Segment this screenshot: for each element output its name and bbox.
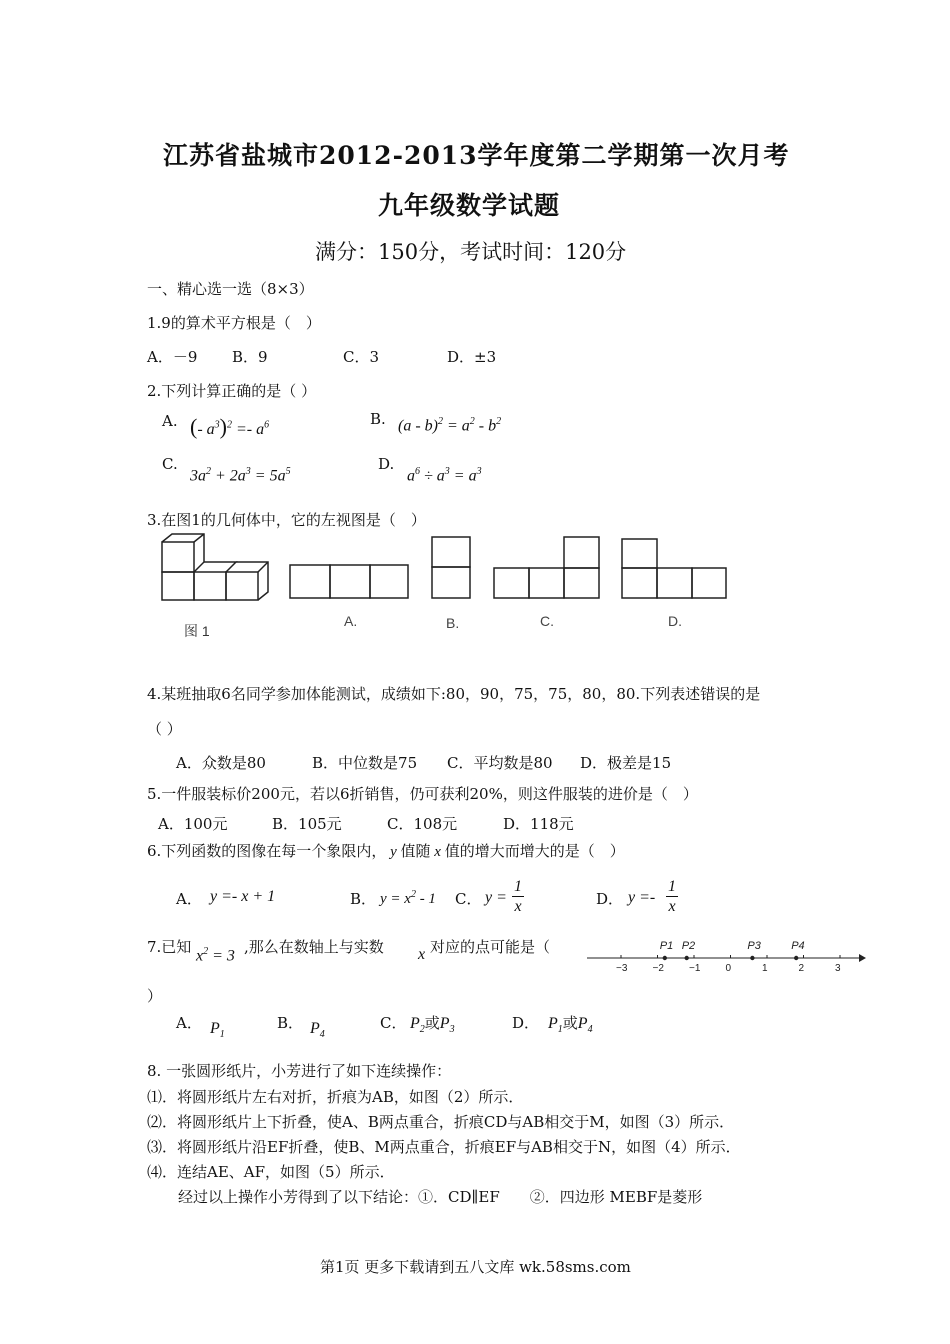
- q3-stem: 3.在图1的几何体中，它的左视图是（ ）: [147, 511, 426, 529]
- q4-paren: （ ）: [147, 720, 182, 738]
- q2-option-c-formula: $3a^2 + 2a^3 = 5a^5$: [190, 466, 291, 485]
- q5-option-d: D．118元: [503, 815, 574, 833]
- q3-view-b: [432, 537, 470, 598]
- q4-option-c: C．平均数是80: [447, 754, 553, 772]
- axis-tick-label: 3: [835, 963, 841, 974]
- q2-option-b-label: B.: [370, 410, 386, 428]
- q3-view-c: [494, 537, 599, 598]
- q6-option-d-label: D．: [596, 890, 624, 908]
- q3-option-a: A.: [344, 613, 358, 629]
- axis-point-label: P1: [659, 940, 674, 952]
- q8-step-3: ⑶．将圆形纸片沿EF折叠，使B、M两点重合，折痕EF与AB相交于N，如图（4）所示．: [147, 1138, 741, 1156]
- page-footer: 第1页 更多下载请到五八文库 wk.58sms.com: [320, 1258, 631, 1276]
- q3-option-d: D.: [668, 613, 682, 629]
- q1-option-a: A．－9: [147, 348, 198, 366]
- q3-figures: [150, 530, 740, 640]
- q3-fig-label: 图 1: [184, 623, 210, 639]
- q6-option-a-formula: y =- x + 1: [210, 888, 276, 905]
- axis-tick-label: 0: [725, 963, 732, 974]
- q4-option-a: A．众数是80: [176, 754, 266, 772]
- axis-point-label: P2: [681, 940, 696, 952]
- q7-option-c-value: $P_2$或$P_3$: [410, 1014, 455, 1036]
- q2-option-a-formula: (- $a^3)^2 =- a^6$: [190, 414, 270, 439]
- q1-stem: 1.9的算术平方根是（ ）: [147, 314, 321, 332]
- q2-stem: 2.下列计算正确的是（ ）: [147, 382, 317, 400]
- axis-point: [685, 956, 689, 960]
- axis-tick-label: −2: [652, 963, 664, 974]
- q8-conclusion: 经过以上操作小芳得到了以下结论：①．CD∥EF ②．四边形 MEBF是菱形: [178, 1188, 703, 1206]
- q7-option-d-value: $P_1$或$P_4$: [548, 1014, 593, 1036]
- q6-option-b-formula: $y = x^2 - 1$: [380, 889, 436, 907]
- q2-option-a-label: A.: [162, 412, 178, 430]
- axis-point: [794, 956, 798, 960]
- q7-paren-close: ）: [147, 987, 163, 1005]
- score-time: 满分：150分，考试时间：120分: [315, 240, 627, 264]
- q4-option-b: B．中位数是75: [312, 754, 418, 772]
- q7-number-line: [585, 932, 867, 980]
- q4-option-d: D．极差是15: [580, 754, 672, 772]
- q7-option-a-value: $P_1$: [210, 1020, 225, 1041]
- q7-var-x: x: [418, 946, 426, 963]
- axis-point-label: P3: [747, 940, 761, 952]
- q6-option-c-label: C．: [455, 890, 482, 908]
- q8-step-1: ⑴．将圆形纸片左右对折，折痕为AB，如图（2）所示．: [147, 1088, 524, 1106]
- q1-option-c: C．3: [343, 348, 380, 366]
- q2-option-d-formula: $a^6 \div a^3 = a^3$: [407, 466, 482, 485]
- q7-formula: $x^2 = 3$: [196, 946, 235, 965]
- axis-tick-label: −3: [616, 963, 628, 974]
- q3-option-c: C.: [540, 613, 554, 629]
- q5-option-c: C．108元: [387, 815, 458, 833]
- q6-option-c-formula: y =: [485, 889, 507, 906]
- q2-option-c-label: C.: [162, 455, 178, 473]
- axis-tick-label: −1: [689, 963, 701, 974]
- q1-option-d: D．±3: [447, 348, 497, 366]
- axis-point: [750, 956, 754, 960]
- axis-tick-label: 2: [798, 963, 805, 974]
- q4-stem: 4.某班抽取6名同学参加体能测试，成绩如下:80，90，75，75，80，80.下列表述错误的是: [147, 685, 761, 703]
- q5-option-a: A．100元: [158, 815, 228, 833]
- q6-option-d-formula: y =-: [628, 889, 656, 906]
- q6-option-c-fraction: 1 x: [514, 878, 522, 915]
- page-title: 江苏省盐城市2012-2013学年度第二学期第一次月考: [163, 141, 790, 170]
- axis-point-label: P4: [791, 940, 805, 952]
- q3-view-d: [622, 539, 726, 598]
- q1-option-b: B．9: [232, 348, 268, 366]
- q7-stem-mid: ,那么在数轴上与实数: [244, 938, 384, 956]
- q8-intro: 8. 一张圆形纸片，小芳进行了如下连续操作：: [147, 1062, 452, 1080]
- q6-option-b-label: B．: [350, 890, 377, 908]
- q7-option-d-label: D．: [512, 1014, 540, 1032]
- q7-option-c-label: C．: [380, 1014, 407, 1032]
- q6-option-a-label: A．: [176, 890, 202, 908]
- page-subtitle: 九年级数学试题: [378, 191, 561, 220]
- q5-stem: 5.一件服装标价200元，若以6折销售，仍可获利20%，则这件服装的进价是（ ）: [147, 785, 698, 803]
- axis-tick-label: 1: [762, 963, 768, 974]
- q7-option-b-value: $P_4$: [310, 1020, 325, 1041]
- q8-step-2: ⑵．将圆形纸片上下折叠，使A、B两点重合，折痕CD与AB相交于M，如图（3）所示．: [147, 1113, 735, 1131]
- q8-step-4: ⑷．连结AE、AF，如图（5）所示．: [147, 1163, 395, 1181]
- q7-option-a-label: A．: [176, 1014, 202, 1032]
- q2-option-b-formula: $(a - b)^2 = a^2 - b^2$: [398, 416, 502, 435]
- section-heading: 一、精心选一选（8×3）: [147, 280, 314, 298]
- axis-point: [663, 956, 667, 960]
- q7-option-b-label: B．: [277, 1014, 304, 1032]
- q7-stem-pre: 7.已知: [147, 938, 192, 956]
- q5-option-b: B．105元: [272, 815, 342, 833]
- figure-1-solid: [162, 534, 268, 600]
- q2-option-d-label: D.: [378, 455, 395, 473]
- q3-view-a: [290, 565, 408, 598]
- q6-option-d-fraction: 1 x: [668, 878, 676, 915]
- q6-stem: 6.下列函数的图像在每一个象限内， y 值随 x 值的增大而增大的是（ ）: [147, 842, 625, 860]
- q3-option-b: B.: [446, 615, 460, 631]
- q7-stem-post: 对应的点可能是（: [430, 938, 551, 956]
